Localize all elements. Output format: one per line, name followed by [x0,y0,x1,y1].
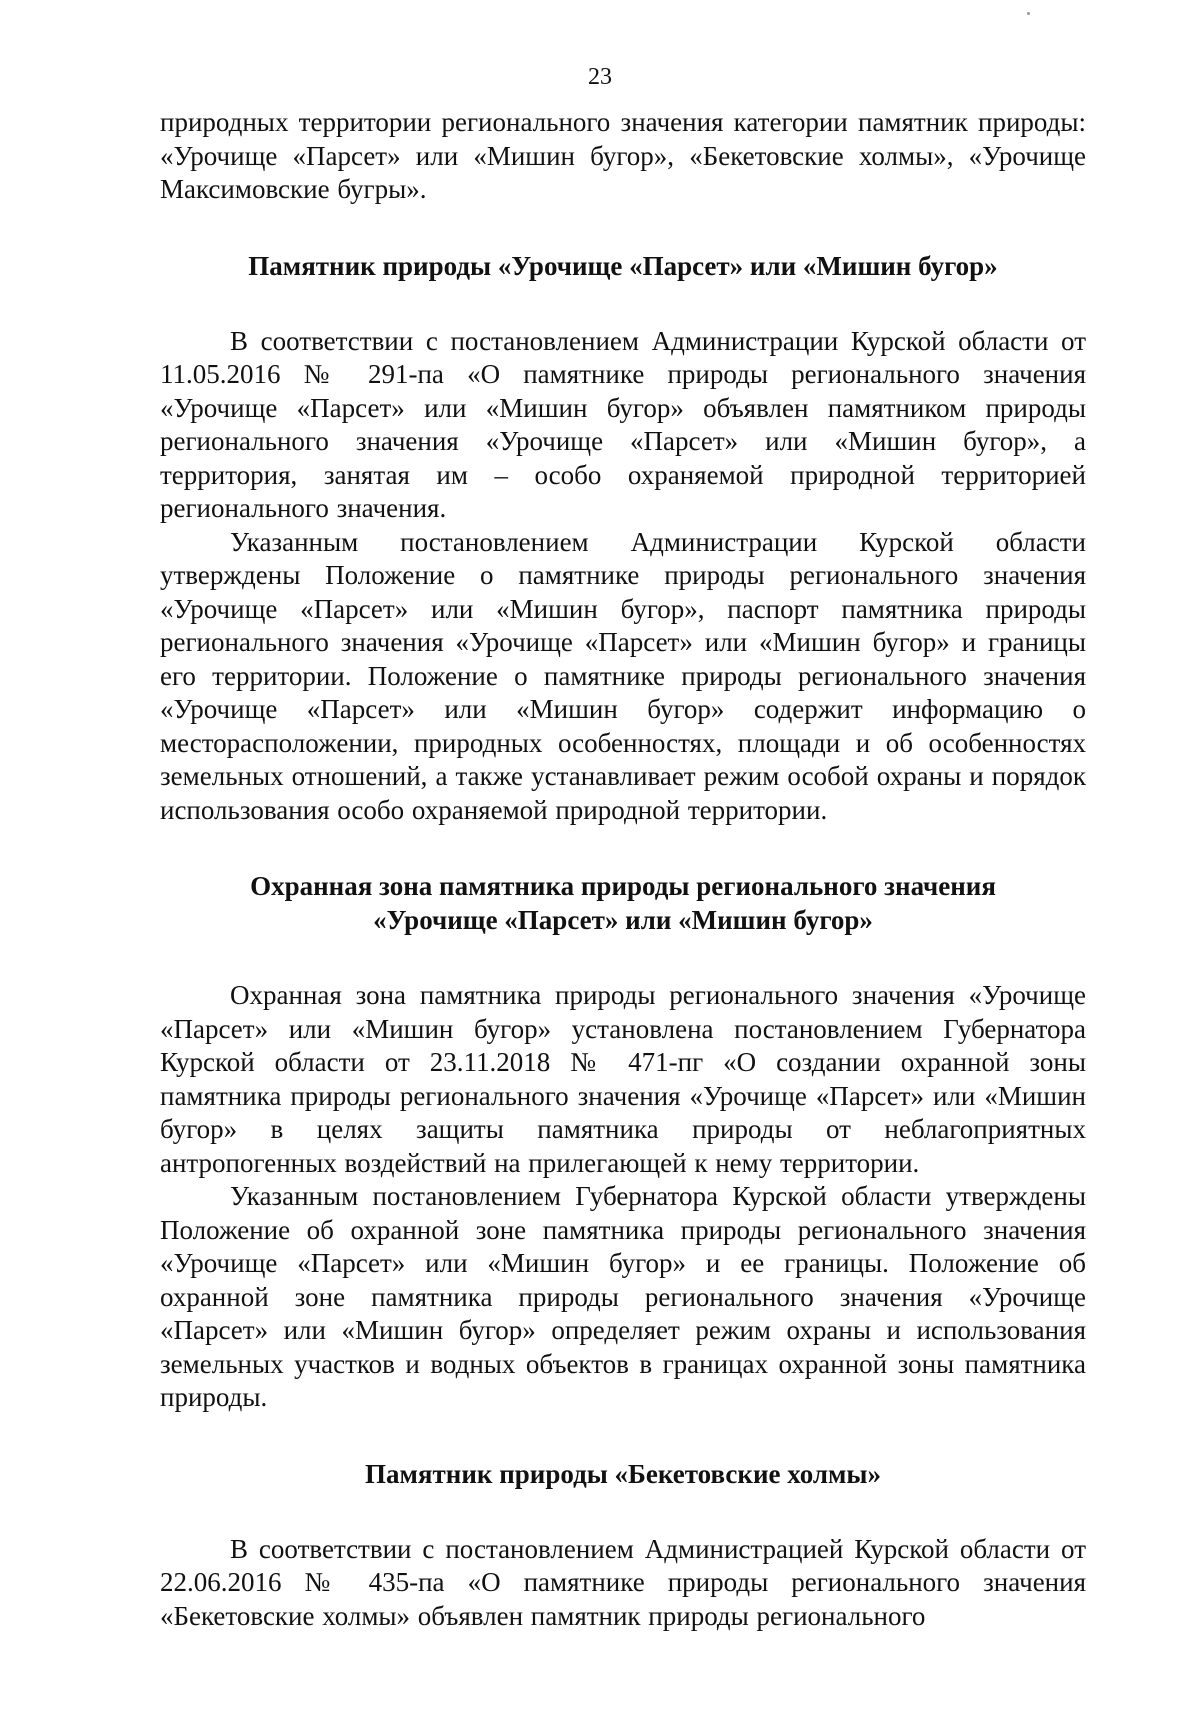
paragraph-parset-regulation: Указанным постановлением Администрации Курской области утверждены Положение о памятнике природы регионального значения «Урочище «Парсет» или «Мишин бугор», паспорт памятника природы регионального значения «Урочище «Парсет» или «Мишин бугор» и границы его территории. Положение о памятнике природы регионального значения «Урочище «Парсет» или «Мишин бугор» содержит информацию о месторасположении, природных особенностях, площади и об особенностях земельных отношений, а также устанавливает режим особой охраны и порядок использования особо охраняемой природной территории. [160,526,1086,825]
page-number: 23 [588,64,612,90]
heading-line-2: «Урочище «Парсет» или «Мишин бугор» [373,905,873,935]
heading-line-1: Охранная зона памятника природы регионального значения [250,871,996,901]
paragraph-zone-decree: Охранная зона памятника природы регионального значения «Урочище «Парсет» или «Мишин бугор» установлена постановлением Губернатора Курской области от 23.11.2018 № 471-пг «О создании охранной зоны памятника природы регионального значения «Урочище «Парсет» или «Мишин бугор» в целях защиты памятника природы от неблагоприятных антропогенных воздействий на прилегающей к нему территории. [160,980,1086,1178]
section-heading-protection-zone [160,869,1086,937]
paragraph-parset-decree: В соответствии с постановлением Администрации Курской области от 11.05.2016 № 291-па «О памятнике природы регионального значения «Урочище «Парсет» или «Мишин бугор» объявлен памятником природы регионального значения «Урочище «Парсет» или «Мишин бугор», а территория, занятая им – особо охраняемой природной территорией регионального значения. [160,325,1086,523]
paragraph-zone-regulation: Указанным постановлением Губернатора Курской области утверждены Положение об охранной зоне памятника природы регионального значения «Урочище «Парсет» или «Мишин бугор» и ее границы. Положение об охранной зоне памятника природы регионального значения «Урочище «Парсет» или «Мишин бугор» определяет режим охраны и использования земельных участков и водных объектов в границах охранной зоны памятника природы. [160,1181,1086,1412]
section-heading-beketovskie: Памятник природы «Бекетовские холмы» [365,1458,881,1489]
section-heading-parset: Памятник природы «Урочище «Парсет» или «Мишин бугор» [248,250,998,281]
intro-paragraph: природных территории регионального значения категории памятник природы: «Урочище «Парсет» или «Мишин бугор», «Бекетовские холмы», «Урочище Максимовские бугры». [160,107,1086,204]
paragraph-beketovskie-decree: В соответствии с постановлением Администрацией Курской области от 22.06.2016 № 435-па «О памятнике природы регионального значения «Бекетовские холмы» объявлен памятник природы регионального [160,1533,1086,1631]
document-body [160,106,1086,1633]
scan-speck [1027,12,1030,15]
